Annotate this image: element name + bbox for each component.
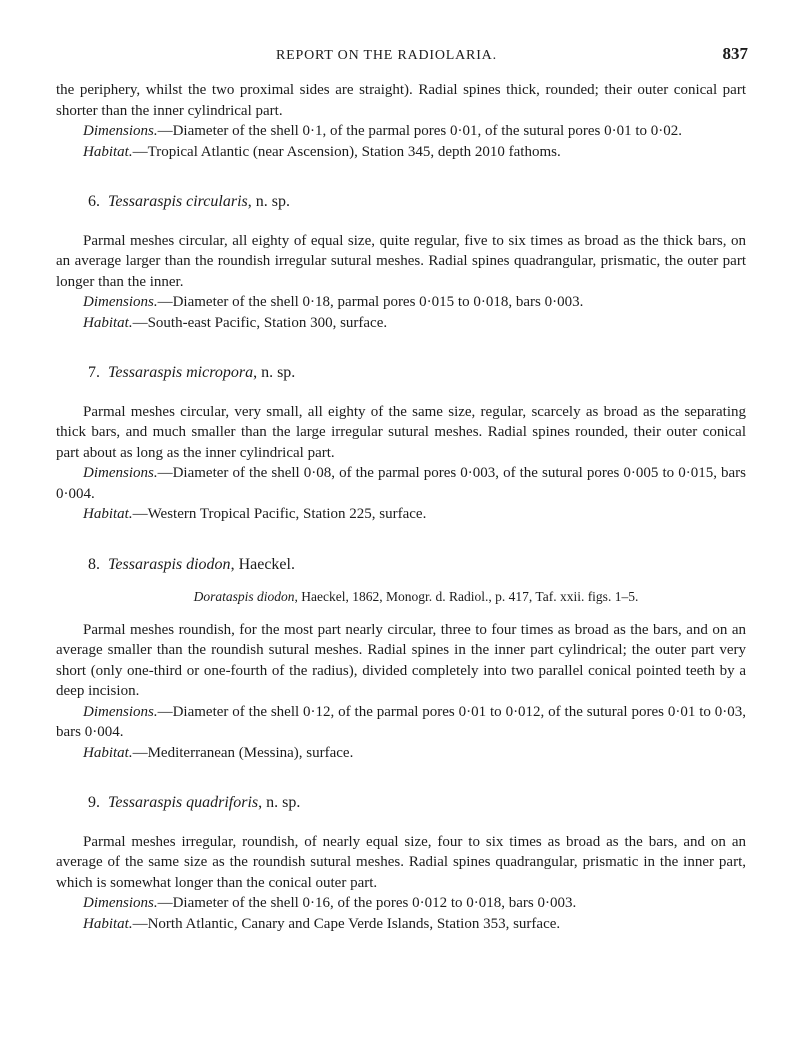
species-entry <box>56 555 746 764</box>
habitat-text: —Western Tropical Pacific, Station 225, surface. <box>132 506 427 522</box>
dimensions-paragraph <box>56 121 746 142</box>
species-heading <box>88 363 746 384</box>
species-name: Tessaraspis circularis <box>108 193 248 210</box>
species-number: 6. <box>88 193 100 210</box>
species-suffix: , n. sp. <box>258 794 301 811</box>
dimensions-paragraph <box>56 463 746 504</box>
dimensions-text: —Diameter of the shell 0·08, of the parmal pores 0·003, of the sutural pores 0·005 to 0·015, bars 0·004. <box>56 465 746 502</box>
habitat-text: —South-east Pacific, Station 300, surface. <box>132 314 388 331</box>
dimensions-text: —Diameter of the shell 0·1, of the parmal pores 0·01, of the sutural pores 0·01 to 0·02. <box>157 123 683 139</box>
page <box>56 44 746 934</box>
species-name: Tessaraspis micropora <box>108 364 254 381</box>
habitat-label: Habitat. <box>83 143 133 160</box>
habitat-label: Habitat. <box>83 744 133 761</box>
habitat-paragraph <box>56 914 746 935</box>
species-description: Parmal meshes circular, very small, all eighty of the same size, regular, scarcely as broad as the separating thick bars, and much smaller than the large irregular sutural meshes. Radial spines rounded, their outer conical part about as long as the inner cylindrical part. <box>56 403 746 461</box>
species-heading <box>88 793 746 814</box>
species-suffix: , Haeckel. <box>230 555 295 573</box>
species-name: Tessaraspis quadriforis <box>108 794 259 811</box>
dimensions-paragraph <box>56 893 746 914</box>
species-description: Parmal meshes circular, all eighty of equal size, quite regular, five to six times as broad as the thick bars, on an average larger than the roundish irregular sutural meshes. Radial spines quadrangular, prismatic, the outer part longer than the inner. <box>56 232 746 290</box>
running-head <box>56 44 746 68</box>
dimensions-text: —Diameter of the shell 0·16, of the pores 0·012 to 0·018, bars 0·003. <box>157 895 577 911</box>
habitat-text: —North Atlantic, Canary and Cape Verde Islands, Station 353, surface. <box>132 915 561 932</box>
habitat-label: Habitat. <box>83 506 133 522</box>
habitat-label: Habitat. <box>83 314 133 331</box>
habitat-label: Habitat. <box>83 915 133 932</box>
species-description: Parmal meshes roundish, for the most part nearly circular, three to four times as broad as the bars, and on an average smaller than the roundish sutural meshes. Radial spines in the inner part cylindrical; the outer part very short (only one-third or one-fourth of the radius), divided completely into two parallel conical pointed teeth by a deep incision. <box>56 621 746 699</box>
continuation-paragraph: the periphery, whilst the two proximal sides are straight). Radial spines thick, rounded; their outer conical part shorter than the inner cylindrical part. <box>56 82 746 119</box>
habitat-paragraph <box>56 504 746 525</box>
habitat-text: —Mediterranean (Messina), surface. <box>132 744 354 761</box>
synonym-name: Dorataspis diodon <box>193 589 295 604</box>
dimensions-label: Dimensions. <box>83 895 158 911</box>
species-entry <box>56 192 746 333</box>
species-suffix: , n. sp. <box>253 364 296 381</box>
dimensions-paragraph <box>56 702 746 743</box>
habitat-paragraph <box>56 313 746 334</box>
habitat-paragraph <box>56 743 746 764</box>
species-number: 7. <box>88 364 100 381</box>
dimensions-text: —Diameter of the shell 0·12, of the parmal pores 0·01 to 0·012, of the sutural pores 0·01 to 0·03, bars 0·004. <box>56 703 746 740</box>
species-heading <box>88 555 746 576</box>
species-heading <box>88 192 746 213</box>
intro-block <box>56 80 746 162</box>
dimensions-label: Dimensions. <box>83 703 158 720</box>
dimensions-label: Dimensions. <box>83 465 158 481</box>
species-entry <box>56 363 746 525</box>
synonym-citation <box>56 587 746 608</box>
species-number: 8. <box>88 555 100 573</box>
dimensions-label: Dimensions. <box>83 294 158 310</box>
habitat-text: —Tropical Atlantic (near Ascension), Station 345, depth 2010 fathoms. <box>132 143 561 160</box>
running-title: REPORT ON THE RADIOLARIA. <box>276 48 497 63</box>
species-entry <box>56 793 746 934</box>
dimensions-paragraph <box>56 292 746 313</box>
synonym-text: , Haeckel, 1862, Monogr. d. Radiol., p. 417, Taf. xxii. figs. 1–5. <box>294 589 639 604</box>
species-description: Parmal meshes irregular, roundish, of nearly equal size, four to six times as broad as the bars, and on an average of the same size as the roundish sutural meshes. Radial spines quadrangular, prismatic in the inner part, which is somewhat longer than the conical outer part. <box>56 833 746 891</box>
page-number: 837 <box>722 44 748 63</box>
dimensions-text: —Diameter of the shell 0·18, parmal pores 0·015 to 0·018, bars 0·003. <box>157 294 584 310</box>
species-number: 9. <box>88 794 100 811</box>
species-suffix: , n. sp. <box>247 193 290 210</box>
dimensions-label: Dimensions. <box>83 123 158 139</box>
habitat-paragraph <box>56 142 746 163</box>
species-name: Tessaraspis diodon <box>108 555 231 573</box>
